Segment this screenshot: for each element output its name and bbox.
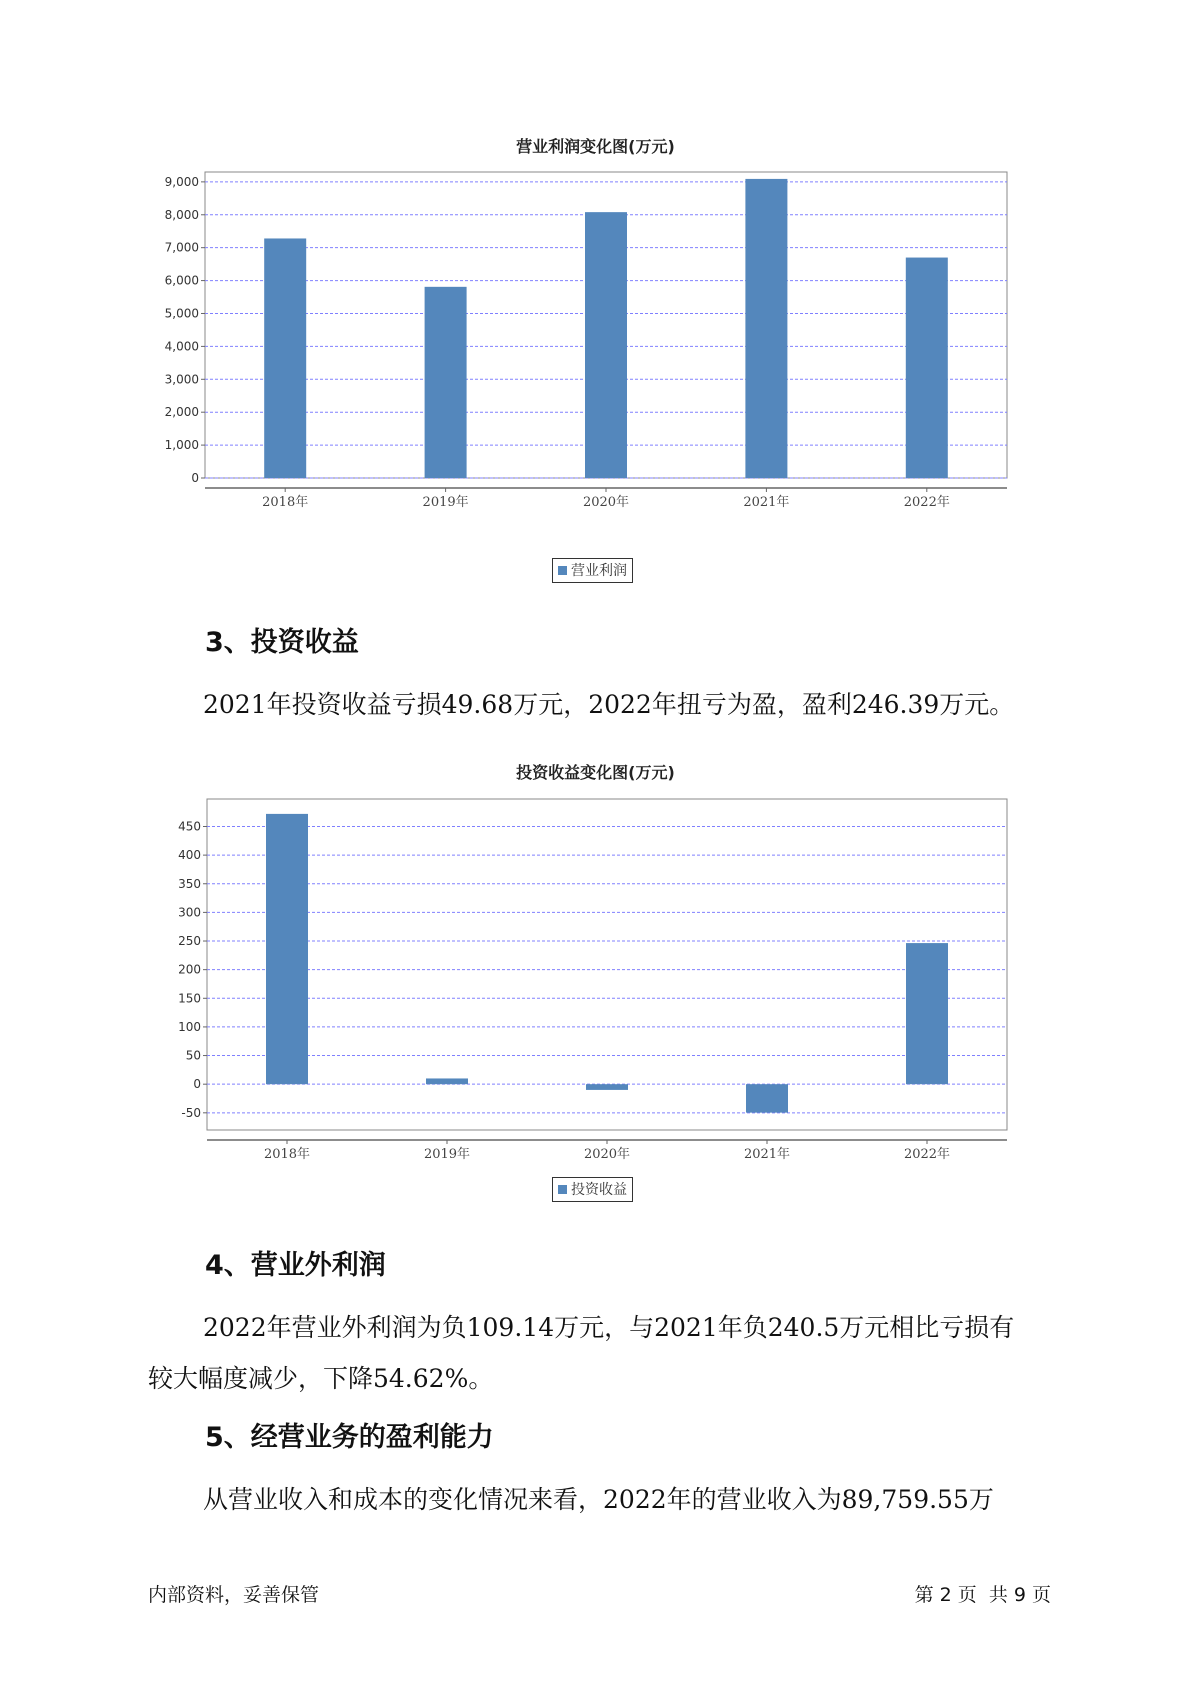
bar-2020年 (585, 212, 627, 478)
x-tick-label: 2019年 (422, 495, 469, 510)
y-tick-label: 450 (178, 819, 201, 834)
x-tick-label: 2018年 (262, 495, 309, 510)
y-tick-label: 8,000 (164, 207, 199, 222)
y-tick-label: 1,000 (164, 438, 199, 453)
bar-2022年 (906, 258, 948, 478)
y-tick-label: 300 (178, 905, 201, 920)
operating-profit-chart (0, 160, 1191, 540)
section-5-paragraph: 从营业收入和成本的变化情况来看，2022年的营业收入为89,759.55万 (203, 1485, 994, 1514)
section-3-heading: 3、投资收益 (205, 627, 359, 658)
bar-2018年 (264, 238, 306, 478)
bar-2021年 (745, 179, 787, 478)
y-tick-label: 350 (178, 876, 201, 891)
bar-2022年 (906, 943, 948, 1084)
chart2-legend-label: 投资收益 (571, 1182, 627, 1198)
x-tick-label: 2022年 (903, 1147, 951, 1162)
bar-2019年 (425, 287, 467, 478)
bar-2020年 (586, 1084, 628, 1090)
bar-2019年 (426, 1078, 468, 1084)
y-tick-label: 7,000 (164, 240, 199, 255)
section-4-heading: 4、营业外利润 (205, 1250, 386, 1281)
x-tick-label: 2018年 (263, 1147, 311, 1162)
y-tick-label: 2,000 (164, 405, 199, 420)
y-tick-label: 9,000 (164, 174, 199, 189)
y-tick-label: 5,000 (164, 306, 199, 321)
chart1-legend-label: 营业利润 (571, 563, 627, 579)
x-tick-label: 2021年 (743, 495, 790, 510)
footer-page-number: 第 2 页 共 9 页 (914, 1584, 1051, 1606)
x-tick-label: 2019年 (423, 1147, 471, 1162)
x-tick-label: 2022年 (903, 495, 950, 510)
y-tick-label: 200 (178, 962, 201, 977)
section-3-paragraph: 2021年投资收益亏损49.68万元，2022年扭亏为盈，盈利246.39万元。 (203, 690, 1015, 719)
section-4-paragraph-line2: 较大幅度减少，下降54.62%。 (148, 1364, 494, 1393)
y-tick-label: 150 (178, 991, 201, 1006)
chart2-title: 投资收益变化图(万元) (516, 763, 675, 782)
footer-confidential: 内部资料，妥善保管 (148, 1584, 320, 1606)
legend-swatch-icon (558, 1185, 567, 1194)
bar-2018年 (266, 814, 308, 1084)
chart1-legend (552, 558, 633, 583)
y-tick-label: 50 (185, 1048, 201, 1063)
y-tick-label: 6,000 (164, 273, 199, 288)
y-tick-label: -50 (181, 1105, 201, 1120)
chart2-legend (552, 1177, 633, 1202)
y-tick-label: 0 (191, 471, 199, 485)
section-5-heading: 5、经营业务的盈利能力 (205, 1422, 494, 1453)
legend-swatch-icon (558, 566, 567, 575)
y-tick-label: 4,000 (164, 339, 199, 354)
y-tick-label: 400 (178, 848, 201, 863)
y-tick-label: 3,000 (164, 372, 199, 387)
y-tick-label: 100 (178, 1019, 201, 1034)
chart1-title: 营业利润变化图(万元) (516, 137, 675, 156)
x-tick-label: 2021年 (743, 1147, 791, 1162)
y-tick-label: 250 (178, 934, 201, 949)
investment-income-chart (0, 790, 1191, 1170)
section-4-paragraph-line1: 2022年营业外利润为负109.14万元，与2021年负240.5万元相比亏损有 (203, 1313, 1015, 1342)
x-tick-label: 2020年 (583, 1147, 631, 1162)
plot-frame (207, 799, 1007, 1130)
y-tick-label: 0 (193, 1077, 201, 1092)
bar-2021年 (746, 1084, 788, 1112)
x-tick-label: 2020年 (582, 495, 630, 510)
